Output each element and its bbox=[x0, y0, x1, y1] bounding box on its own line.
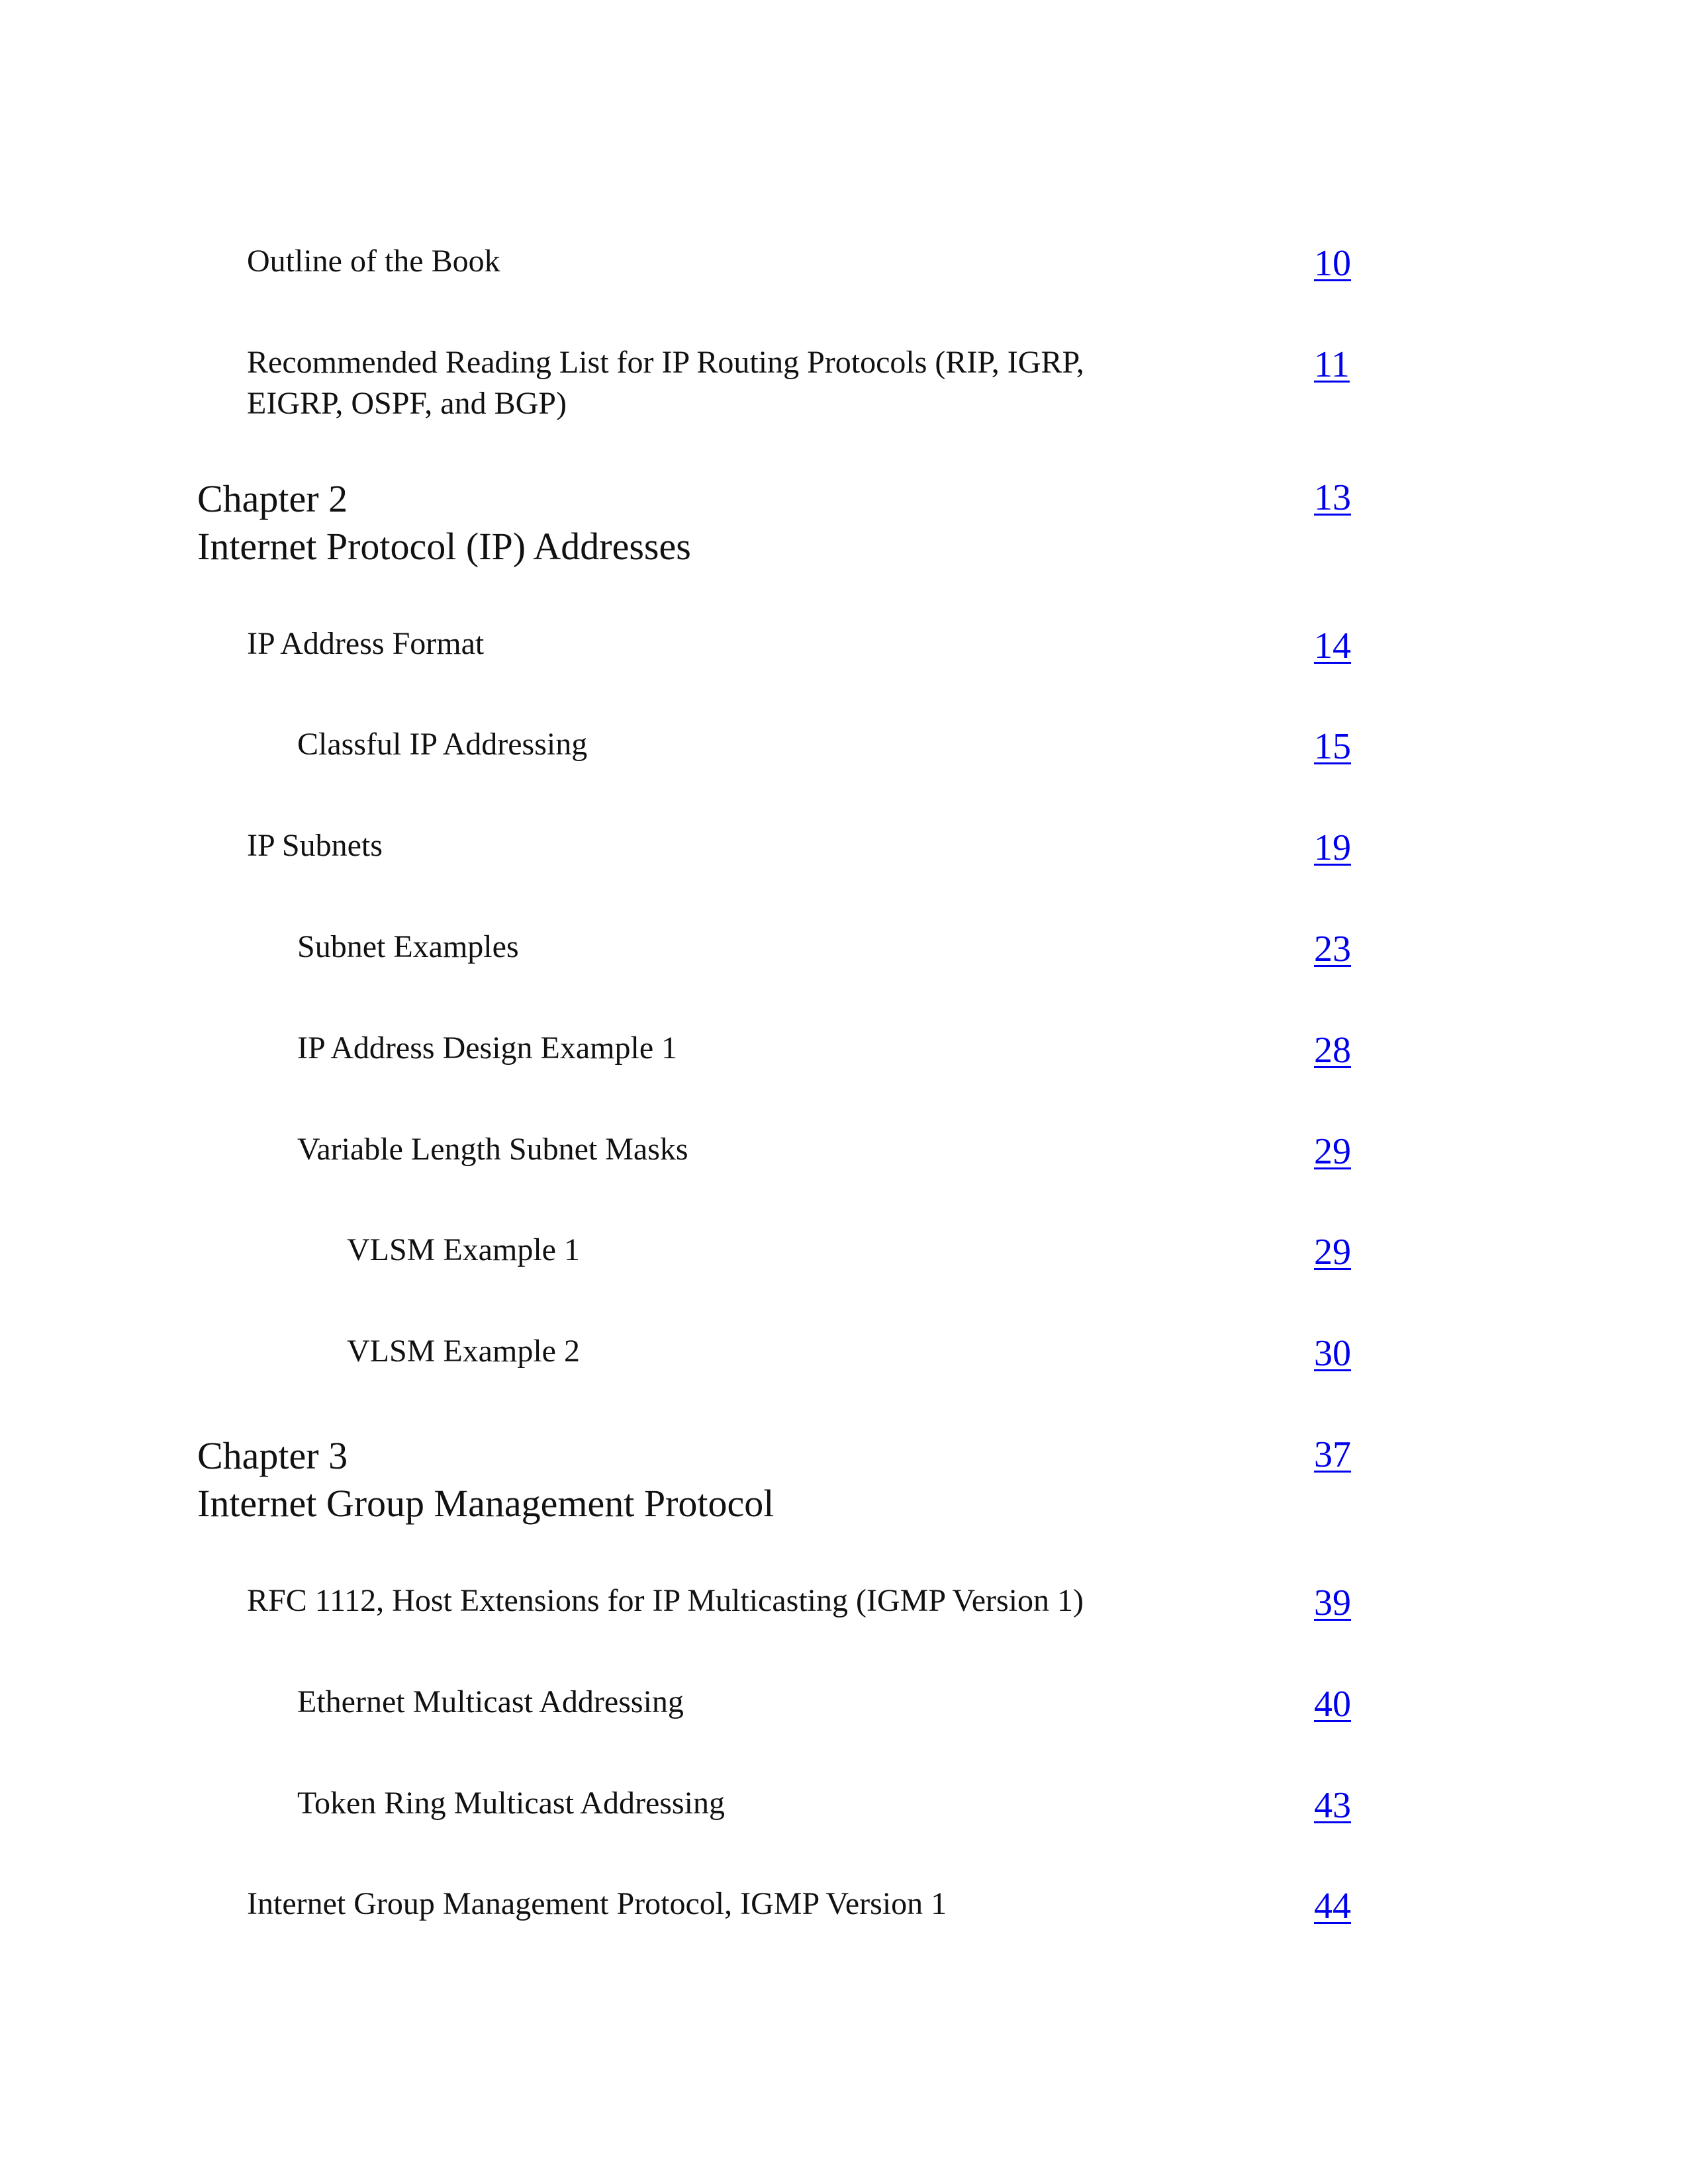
toc-entry-title bbox=[297, 1682, 684, 1723]
toc-entry-title bbox=[247, 623, 484, 664]
toc-page-link[interactable]: 29 bbox=[1314, 1232, 1351, 1273]
toc-page-link[interactable]: 29 bbox=[1314, 1131, 1351, 1172]
toc-page-link[interactable]: 10 bbox=[1314, 243, 1351, 284]
toc-entry-title-line: IP Address Design Example 1 bbox=[297, 1030, 678, 1066]
toc-entry-title-line: Variable Length Subnet Masks bbox=[297, 1132, 688, 1167]
toc-entry-title-line: Token Ring Multicast Addressing bbox=[297, 1786, 725, 1821]
toc-chapter-title bbox=[197, 1432, 774, 1527]
toc-page-link[interactable]: 11 bbox=[1314, 344, 1350, 385]
toc-entry-title bbox=[247, 1580, 1084, 1621]
toc-entry-title-line: RFC 1112, Host Extensions for IP Multicasting (IGMP Version 1) bbox=[247, 1583, 1084, 1618]
toc-page-link[interactable]: 44 bbox=[1314, 1886, 1351, 1927]
toc-entry-title-line: EIGRP, OSPF, and BGP) bbox=[247, 386, 567, 421]
toc-entry-title-line: Subnet Examples bbox=[297, 929, 519, 964]
toc-page-link[interactable]: 30 bbox=[1314, 1333, 1351, 1374]
toc-chapter-name: Internet Protocol (IP) Addresses bbox=[197, 525, 691, 568]
toc-chapter-title bbox=[197, 475, 691, 570]
toc-chapter-name: Internet Group Management Protocol bbox=[197, 1482, 774, 1525]
toc-entry-title-line: VLSM Example 2 bbox=[347, 1334, 580, 1369]
toc-entry-title bbox=[297, 724, 587, 765]
toc-page-link[interactable]: 19 bbox=[1314, 827, 1351, 868]
toc-page-link[interactable]: 43 bbox=[1314, 1785, 1351, 1826]
toc-entry-title bbox=[297, 1028, 677, 1069]
toc-entry-title bbox=[247, 1884, 947, 1925]
toc-entry-title bbox=[297, 1783, 725, 1824]
toc-page-link[interactable]: 40 bbox=[1314, 1684, 1351, 1725]
toc-entry-title-line: IP Subnets bbox=[247, 828, 383, 863]
toc-page-link[interactable]: 14 bbox=[1314, 625, 1351, 666]
toc-entry-title-line: Recommended Reading List for IP Routing Protocols (RIP, IGRP, bbox=[247, 345, 1084, 380]
toc-chapter-number: Chapter 3 bbox=[197, 1434, 348, 1477]
toc-chapter-number: Chapter 2 bbox=[197, 477, 348, 520]
toc-page-link[interactable]: 13 bbox=[1314, 477, 1351, 518]
toc-entry-title-line: Internet Group Management Protocol, IGMP Version 1 bbox=[247, 1886, 947, 1921]
toc-page-link[interactable]: 15 bbox=[1314, 726, 1351, 767]
toc-entry-title bbox=[297, 1129, 688, 1170]
toc-entry-title bbox=[247, 825, 383, 866]
toc-entry-title bbox=[347, 1331, 580, 1372]
toc-page-link[interactable]: 39 bbox=[1314, 1582, 1351, 1623]
toc-entry-title-line: IP Address Format bbox=[247, 626, 485, 661]
toc-entry-title-line: Ethernet Multicast Addressing bbox=[297, 1684, 684, 1719]
toc-entry-title-line: Outline of the Book bbox=[247, 244, 500, 279]
toc-entry-title bbox=[247, 342, 1084, 424]
toc-page-link[interactable]: 37 bbox=[1314, 1434, 1351, 1475]
toc-page-link[interactable]: 23 bbox=[1314, 929, 1351, 970]
toc-entry-title-line: VLSM Example 1 bbox=[347, 1232, 580, 1267]
toc-entry-title bbox=[297, 927, 519, 968]
toc-entry-title bbox=[347, 1230, 580, 1271]
toc-entry-title bbox=[247, 241, 500, 282]
toc-entry-title-line: Classful IP Addressing bbox=[297, 727, 588, 762]
toc-page-link[interactable]: 28 bbox=[1314, 1030, 1351, 1071]
